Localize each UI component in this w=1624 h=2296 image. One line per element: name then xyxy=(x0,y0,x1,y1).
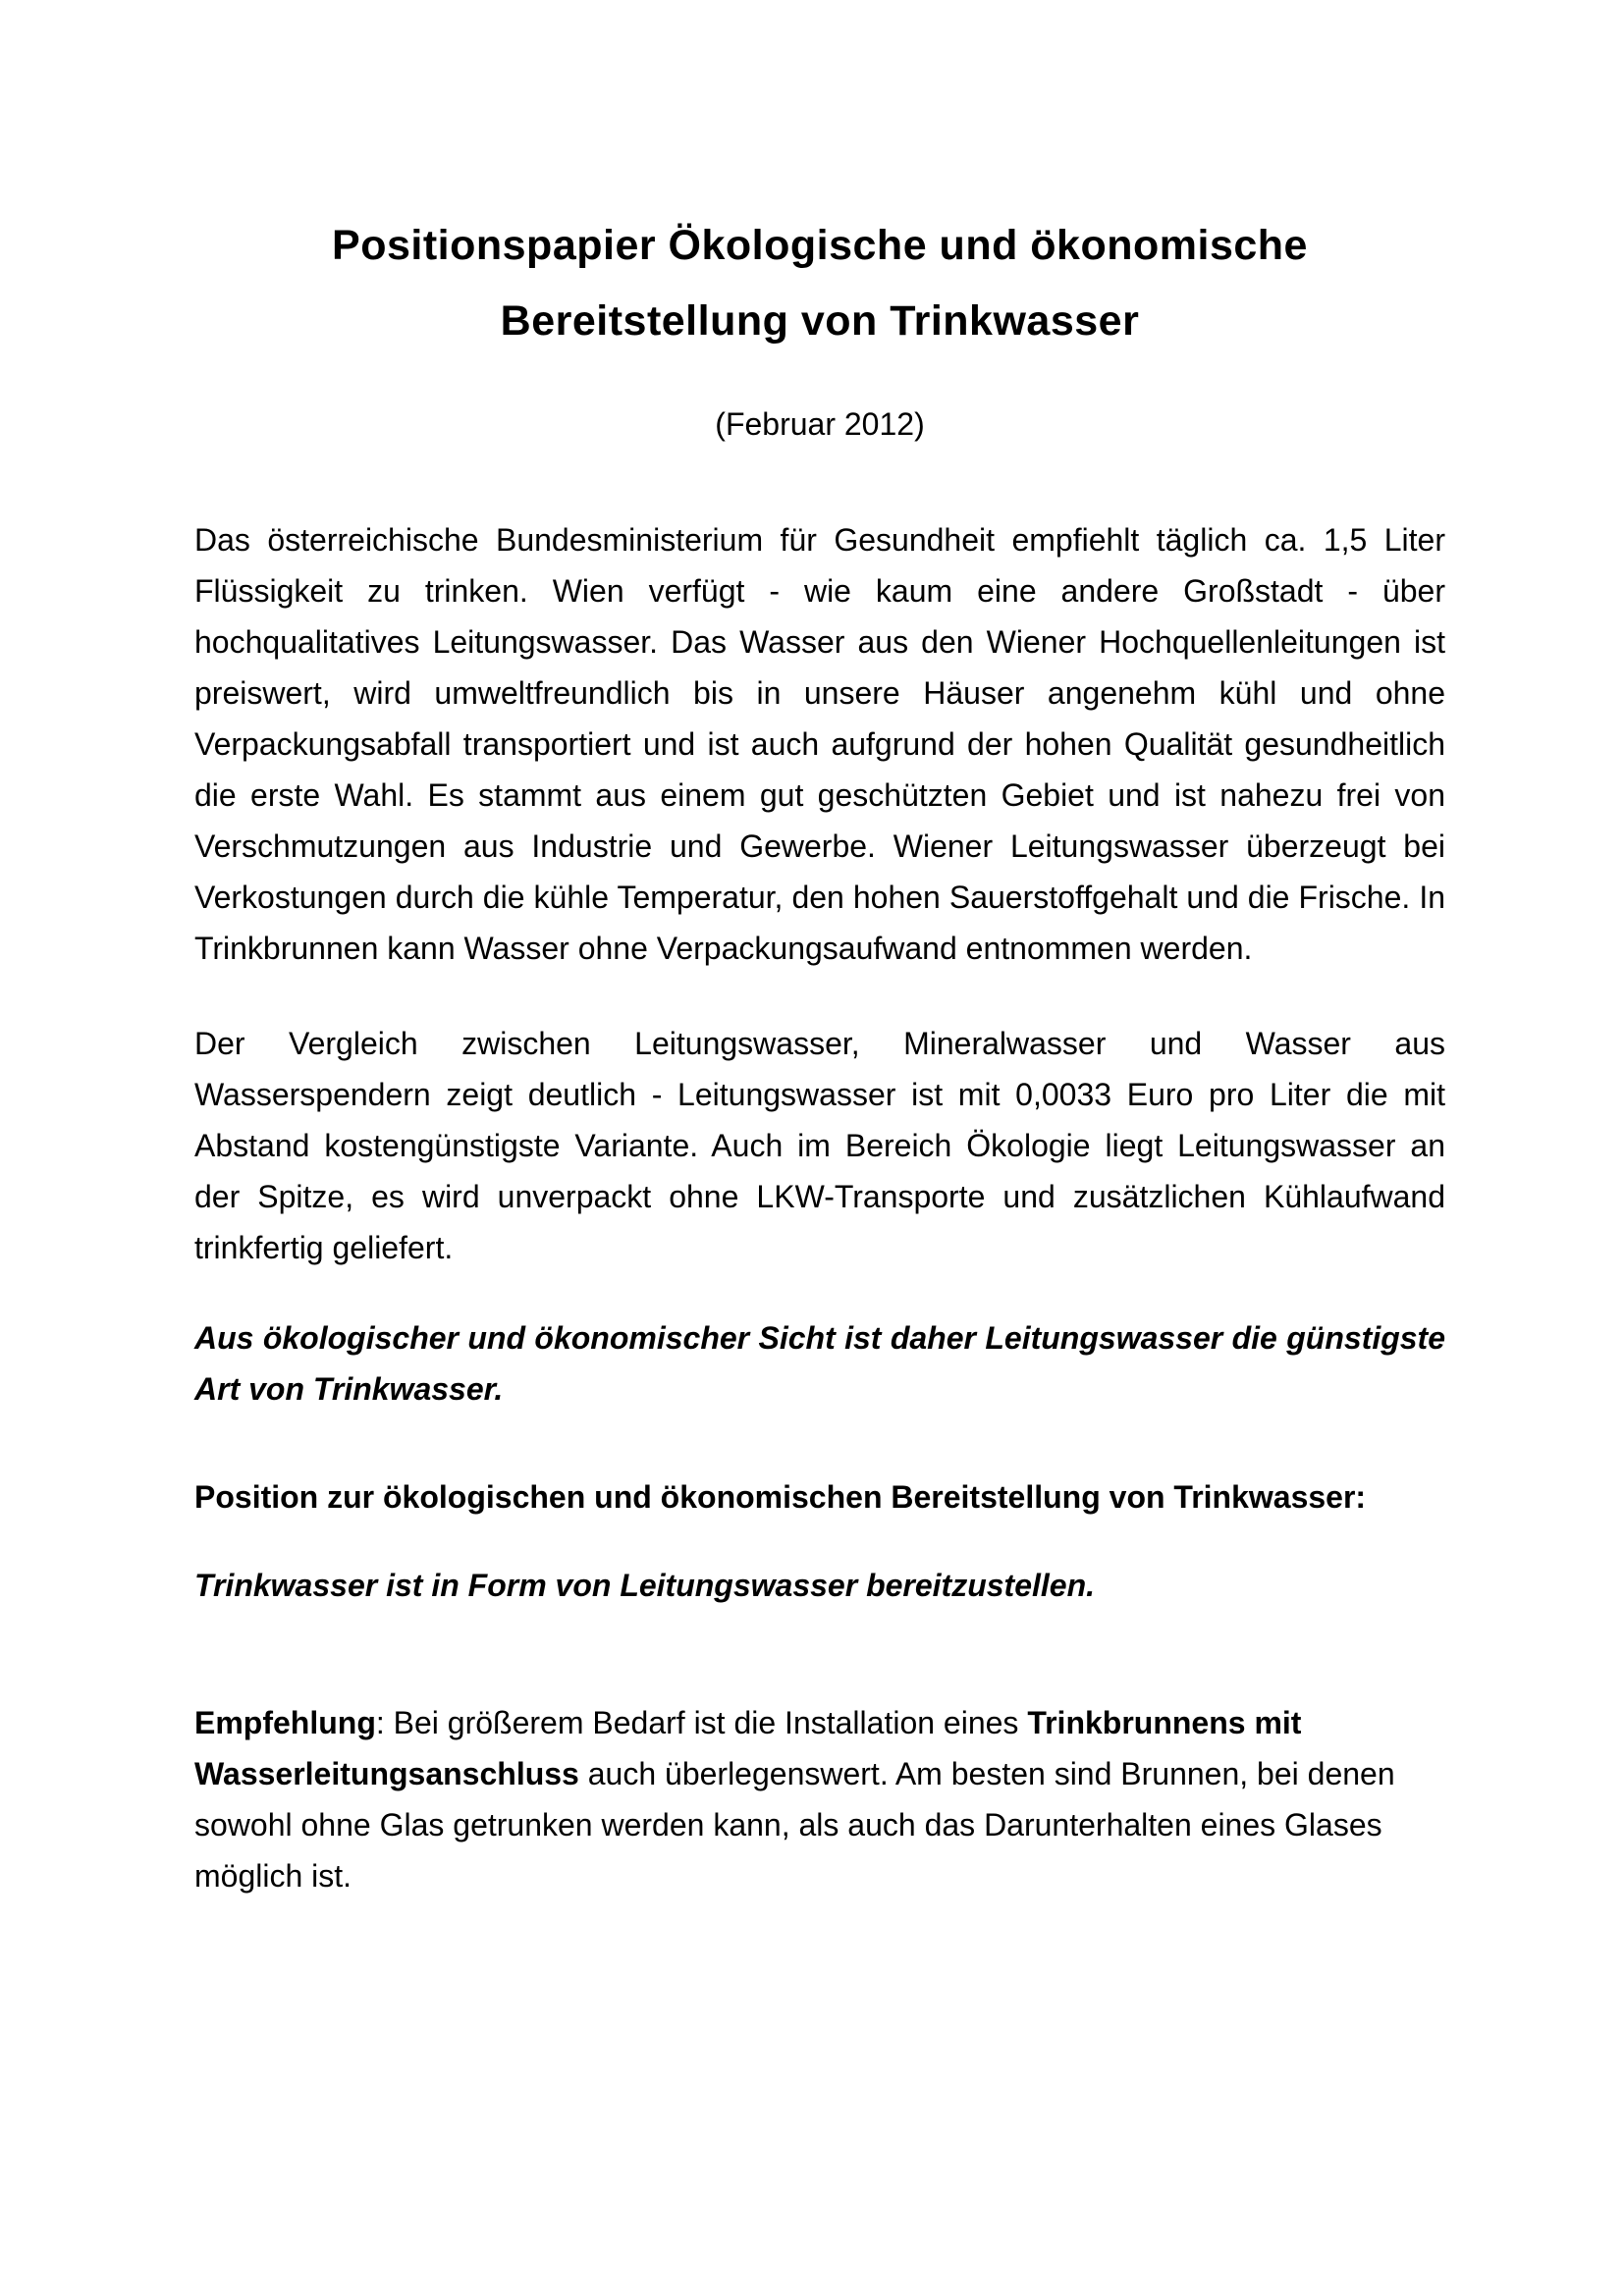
recommendation-text-2: auch überlegenswert. Am besten sind Brunnen, bei denen sowohl ohne Glas getrunken werden kann, als auch das Darunterhalten eines Glases möglich ist. xyxy=(194,1756,1395,1894)
section-heading: Position zur ökologischen und ökonomischen Bereitstellung von Trinkwasser: xyxy=(194,1479,1367,1515)
paragraph-intro: Das österreichische Bundesministerium für Gesundheit empfiehlt täglich ca. 1,5 Liter Flüssigkeit zu trinken. Wien verfügt - wie kaum eine andere Großstadt - über hochqualitatives Leitungswasser. Das Wasser aus den Wiener Hochquellenleitungen ist preiswert, wird umweltfreundlich bis in unsere Häuser angenehm kühl und ohne Verpackungsabfall transportiert und ist auch aufgrund der hohen Qualität gesundheitlich die erste Wahl. Es stammt aus einem gut geschützten Gebiet und ist nahezu frei von Verschmutzungen aus Industrie und Gewerbe. Wiener Leitungswasser überzeugt bei Verkostungen durch die kühle Temperatur, den hohen Sauerstoffgehalt und die Frische. In Trinkbrunnen kann Wasser ohne Verpackungsaufwand entnommen werden. xyxy=(194,522,1445,966)
recommendation-label: Empfehlung xyxy=(194,1705,376,1740)
document-title-line-2: Bereitstellung von Trinkwasser xyxy=(500,297,1140,345)
paragraph-comparison: Der Vergleich zwischen Leitungswasser, Mineralwasser und Wasser aus Wasserspendern zeigt deutlich - Leitungswasser ist mit 0,0033 Euro pro Liter die mit Abstand kostengünstigste Variante. Auch im Bereich Ökologie liegt Leitungswasser an der Spitze, es wird unverpackt ohne LKW-Transporte und zusätzlichen Kühlaufwand trinkfertig geliefert. xyxy=(194,1026,1445,1265)
document-title xyxy=(194,208,1445,359)
document-date: (Februar 2012) xyxy=(715,406,925,442)
recommendation-text-1: : Bei größerem Bedarf ist die Installation eines xyxy=(375,1705,1028,1740)
paragraph-recommendation xyxy=(194,1697,1445,1901)
position-statement: Trinkwasser ist in Form von Leitungswasser bereitzustellen. xyxy=(194,1568,1096,1603)
recommendation-bold-phrase: Trinkbrunnens mit Wasserleitungsanschluss xyxy=(194,1705,1302,1791)
conclusion-statement: Aus ökologischer und ökonomischer Sicht ist daher Leitungswasser die günstigste Art von Trinkwasser. xyxy=(194,1320,1445,1407)
document-title-line-1: Positionspapier Ökologische und ökonomische xyxy=(332,222,1308,269)
